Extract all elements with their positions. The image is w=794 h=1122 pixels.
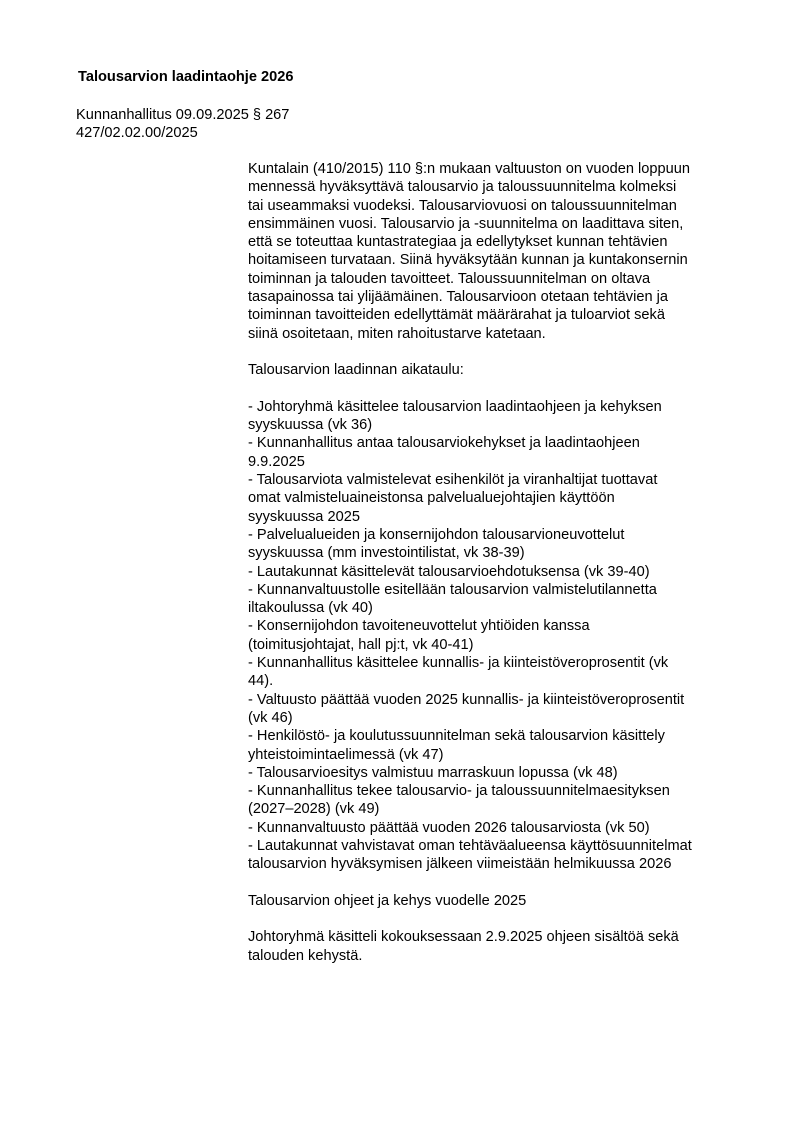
text-line: - Konsernijohdon tavoiteneuvottelut yhtiöiden kanssa: [248, 618, 590, 635]
text-line: hoitamiseen turvataan. Siinä hyväksytään kunnan ja kuntakonsernin: [248, 252, 688, 269]
text-line: tasapainossa tai ylijäämäinen. Talousarvioon otetaan tehtävien ja: [248, 289, 668, 306]
document-meta: [76, 106, 289, 143]
text-line: talouden kehystä.: [248, 947, 363, 964]
text-line: - Valtuusto päättää vuoden 2025 kunnallis- ja kiinteistöveroprosentit: [248, 691, 685, 708]
text-line: Kuntalain (410/2015) 110 §:n mukaan valtuuston on vuoden loppuun: [248, 161, 690, 177]
guidelines-heading: [248, 892, 738, 910]
record-number: 427/02.02.00/2025: [76, 125, 198, 142]
text-line: 9.9.2025: [248, 453, 305, 470]
closing-paragraph: [248, 928, 738, 965]
text-line: (toimitusjohtajat, hall pj:t, vk 40-41): [248, 636, 474, 653]
text-line: toiminnan tavoitteiden edellyttämät määrärahat ja tuloarviot sekä: [248, 307, 665, 324]
intro-paragraph: [248, 160, 738, 343]
paragraph-spacer: [248, 910, 738, 928]
text-line: yhteistoimintaelimessä (vk 47): [248, 746, 444, 763]
paragraph-spacer: [248, 874, 738, 892]
text-line: Johtoryhmä käsitteli kokouksessaan 2.9.2025 ohjeen sisältöä sekä: [248, 929, 679, 946]
text-line: talousarvion hyväksymisen jälkeen viimeistään helmikuussa 2026: [248, 856, 672, 873]
text-line: (vk 46): [248, 709, 293, 726]
text-line: - Palvelualueiden ja konsernijohdon talousarvioneuvottelut: [248, 526, 625, 543]
text-line: - Lautakunnat vahvistavat oman tehtäväalueensa käyttösuunnitelmat: [248, 837, 692, 854]
text-line: Talousarvion laadinnan aikataulu:: [248, 362, 464, 379]
text-line: iltakoulussa (vk 40): [248, 600, 373, 617]
paragraph-spacer: [248, 343, 738, 361]
document-body: [248, 160, 738, 965]
text-line: toiminnan ja talouden tavoitteet. Taloussuunnitelman on oltava: [248, 270, 651, 287]
text-line: - Henkilöstö- ja koulutussuunnitelman sekä talousarvion käsittely: [248, 728, 665, 745]
text-line: 44).: [248, 673, 274, 690]
text-line: - Kunnanhallitus antaa talousarviokehykset ja laadintaohjeen: [248, 435, 640, 452]
text-line: - Kunnanhallitus tekee talousarvio- ja taloussuunnitelmaesityksen: [248, 783, 670, 800]
schedule-heading: [248, 361, 738, 379]
text-line: - Talousarviota valmistelevat esihenkilöt ja viranhaltijat tuottavat: [248, 472, 658, 489]
text-line: että se toteuttaa kuntastrategiaa ja edellytykset kunnan tehtävien: [248, 234, 668, 251]
text-line: siinä osoitetaan, miten rahoitustarve katetaan.: [248, 325, 546, 342]
text-line: - Talousarvioesitys valmistuu marraskuun lopussa (vk 48): [248, 764, 618, 781]
text-line: - Kunnanvaltuusto päättää vuoden 2026 talousarviosta (vk 50): [248, 819, 650, 836]
text-line: - Johtoryhmä käsittelee talousarvion laadintaohjeen ja kehyksen: [248, 398, 662, 415]
text-line: ensimmäinen vuosi. Talousarvio ja -suunnitelma on laadittava siten,: [248, 215, 684, 232]
text-line: syyskuussa (vk 36): [248, 417, 373, 434]
text-line: mennessä hyväksyttävä talousarvio ja taloussuunnitelma kolmeksi: [248, 179, 677, 196]
text-line: omat valmisteluaineistonsa palvelualuejohtajien käyttöön: [248, 490, 615, 507]
text-line: tai useammaksi vuodeksi. Talousarviovuosi on taloussuunnitelman: [248, 197, 677, 214]
text-line: syyskuussa 2025: [248, 508, 360, 525]
text-line: - Lautakunnat käsittelevät talousarvioehdotuksensa (vk 39-40): [248, 563, 650, 580]
text-line: Talousarvion ohjeet ja kehys vuodelle 2025: [248, 892, 527, 909]
text-line: (2027–2028) (vk 49): [248, 801, 380, 818]
text-line: - Kunnanvaltuustolle esitellään talousarvion valmistelutilannetta: [248, 581, 657, 598]
document-title: Talousarvion laadintaohje 2026: [78, 69, 294, 85]
schedule-list: [248, 398, 738, 874]
text-line: syyskuussa (mm investointilistat, vk 38-39): [248, 545, 525, 562]
paragraph-spacer: [248, 380, 738, 398]
text-line: - Kunnanhallitus käsittelee kunnallis- ja kiinteistöveroprosentit (vk: [248, 655, 669, 672]
meeting-reference: Kunnanhallitus 09.09.2025 § 267: [76, 107, 290, 123]
